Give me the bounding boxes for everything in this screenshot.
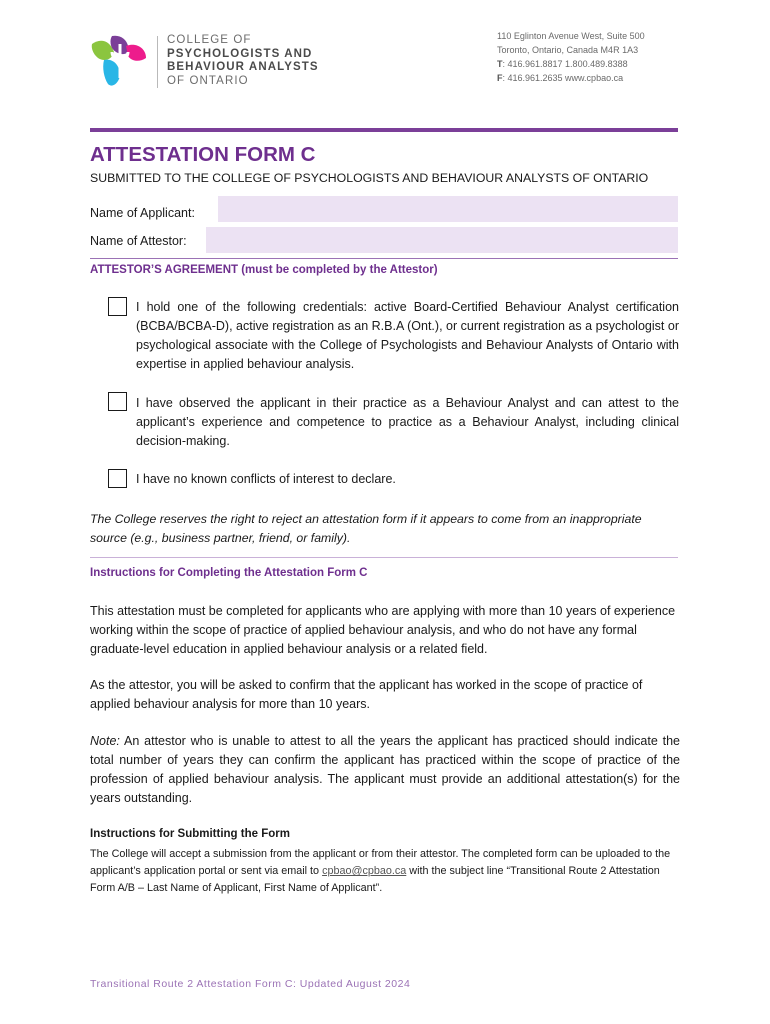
conflict-checkbox[interactable] bbox=[108, 469, 127, 488]
phone-prefix: T bbox=[497, 59, 503, 69]
form-title: ATTESTATION FORM C bbox=[90, 143, 316, 166]
submitting-paragraph bbox=[90, 846, 680, 897]
wordmark-line-3: BEHAVIOUR ANALYSTS bbox=[167, 61, 319, 73]
instructions-paragraph-2: As the attestor, you will be asked to confirm that the applicant has worked in the scope of practice of applied behaviour analysis for more than 10 years. bbox=[90, 678, 643, 711]
logo-divider bbox=[157, 36, 158, 88]
reject-note: The College reserves the right to reject an attestation form if it appears to come from an inappropriate source (e.g., business partner, friend, or family). bbox=[90, 512, 642, 545]
agreement-heading: ATTESTOR’S AGREEMENT (must be completed by the Attestor) bbox=[90, 264, 438, 276]
address-line-1: 110 Eglinton Avenue West, Suite 500 bbox=[497, 31, 645, 41]
submitting-heading: Instructions for Submitting the Form bbox=[90, 828, 290, 840]
attestor-name-label: Name of Attestor: bbox=[90, 234, 187, 248]
submitting-text-before: The College will accept a submission from the applicant or from their attestor. The completed form can be uploaded to the applicant’s application portal or sent via email to bbox=[90, 848, 671, 877]
header-rule bbox=[90, 128, 678, 132]
form-subtitle: SUBMITTED TO THE COLLEGE OF PSYCHOLOGISTS AND BEHAVIOUR ANALYSTS OF ONTARIO bbox=[90, 171, 649, 185]
fax-and-website: : 416.961.2635 www.cpbao.ca bbox=[502, 73, 624, 83]
phone-line bbox=[497, 57, 645, 71]
wordmark-line-4: OF ONTARIO bbox=[167, 74, 249, 87]
observation-statement: I have observed the applicant in their practice as a Behaviour Analyst and can attest to the applicant’s experience and competence to practice as a Behaviour Analyst, including clinical decision-making. bbox=[136, 396, 679, 448]
fax-line bbox=[497, 71, 645, 85]
contact-info bbox=[497, 29, 645, 85]
email-link[interactable]: cpbao@cpbao.ca bbox=[322, 865, 407, 877]
footer-text: Transitional Route 2 Attestation Form C: Updated August 2024 bbox=[90, 978, 411, 990]
phone-numbers: : 416.961.8817 1.800.489.8388 bbox=[502, 59, 628, 69]
wordmark-line-1: COLLEGE OF bbox=[167, 34, 252, 46]
credential-statement: I hold one of the following credentials: active Board-Certified Behaviour Analyst certification (BCBA/BCBA-D), active registration as an R.B.A (Ont.), or current registration as a psychologist or psychological associate with the College of Psychologists and Behaviour Analysts of Ontario with expertise in applied behaviour analysis. bbox=[136, 300, 679, 371]
conflict-statement: I have no known conflicts of interest to declare. bbox=[136, 472, 396, 486]
fax-prefix: F bbox=[497, 73, 503, 83]
attestor-name-field[interactable] bbox=[206, 227, 678, 253]
applicant-name-label: Name of Applicant: bbox=[90, 206, 195, 220]
instructions-note bbox=[90, 732, 680, 808]
address-line-2: Toronto, Ontario, Canada M4R 1A3 bbox=[497, 45, 639, 55]
college-logo-icon bbox=[90, 34, 148, 88]
wordmark-line-2: PSYCHOLOGISTS AND bbox=[167, 47, 313, 60]
credential-checkbox[interactable] bbox=[108, 297, 127, 316]
instructions-divider bbox=[90, 557, 678, 558]
note-text: An attestor who is unable to attest to all the years the applicant has practiced should indicate the total number of years they can confirm the applicant has practiced within the scope of practice of the profession of applied behaviour analysis. The applicant must provide an additional attestation(s) for the years outstanding. bbox=[90, 734, 680, 805]
observation-checkbox[interactable] bbox=[108, 392, 127, 411]
section-divider bbox=[90, 258, 678, 259]
instructions-heading: Instructions for Completing the Attestation Form C bbox=[90, 567, 368, 579]
college-wordmark bbox=[167, 34, 319, 88]
instructions-paragraph-1: This attestation must be completed for applicants who are applying with more than 10 years of experience working within the scope of practice of applied behaviour analysis, and who do not have any formal graduate-level education in applied behaviour analysis or a related field. bbox=[90, 604, 676, 656]
applicant-name-field[interactable] bbox=[218, 196, 678, 222]
note-label: Note: bbox=[90, 734, 120, 748]
submitting-text-after: with the subject line “Transitional Route 2 Attestation Form A/B – Last Name of Applicant, First Name of Applicant”. bbox=[90, 865, 660, 894]
